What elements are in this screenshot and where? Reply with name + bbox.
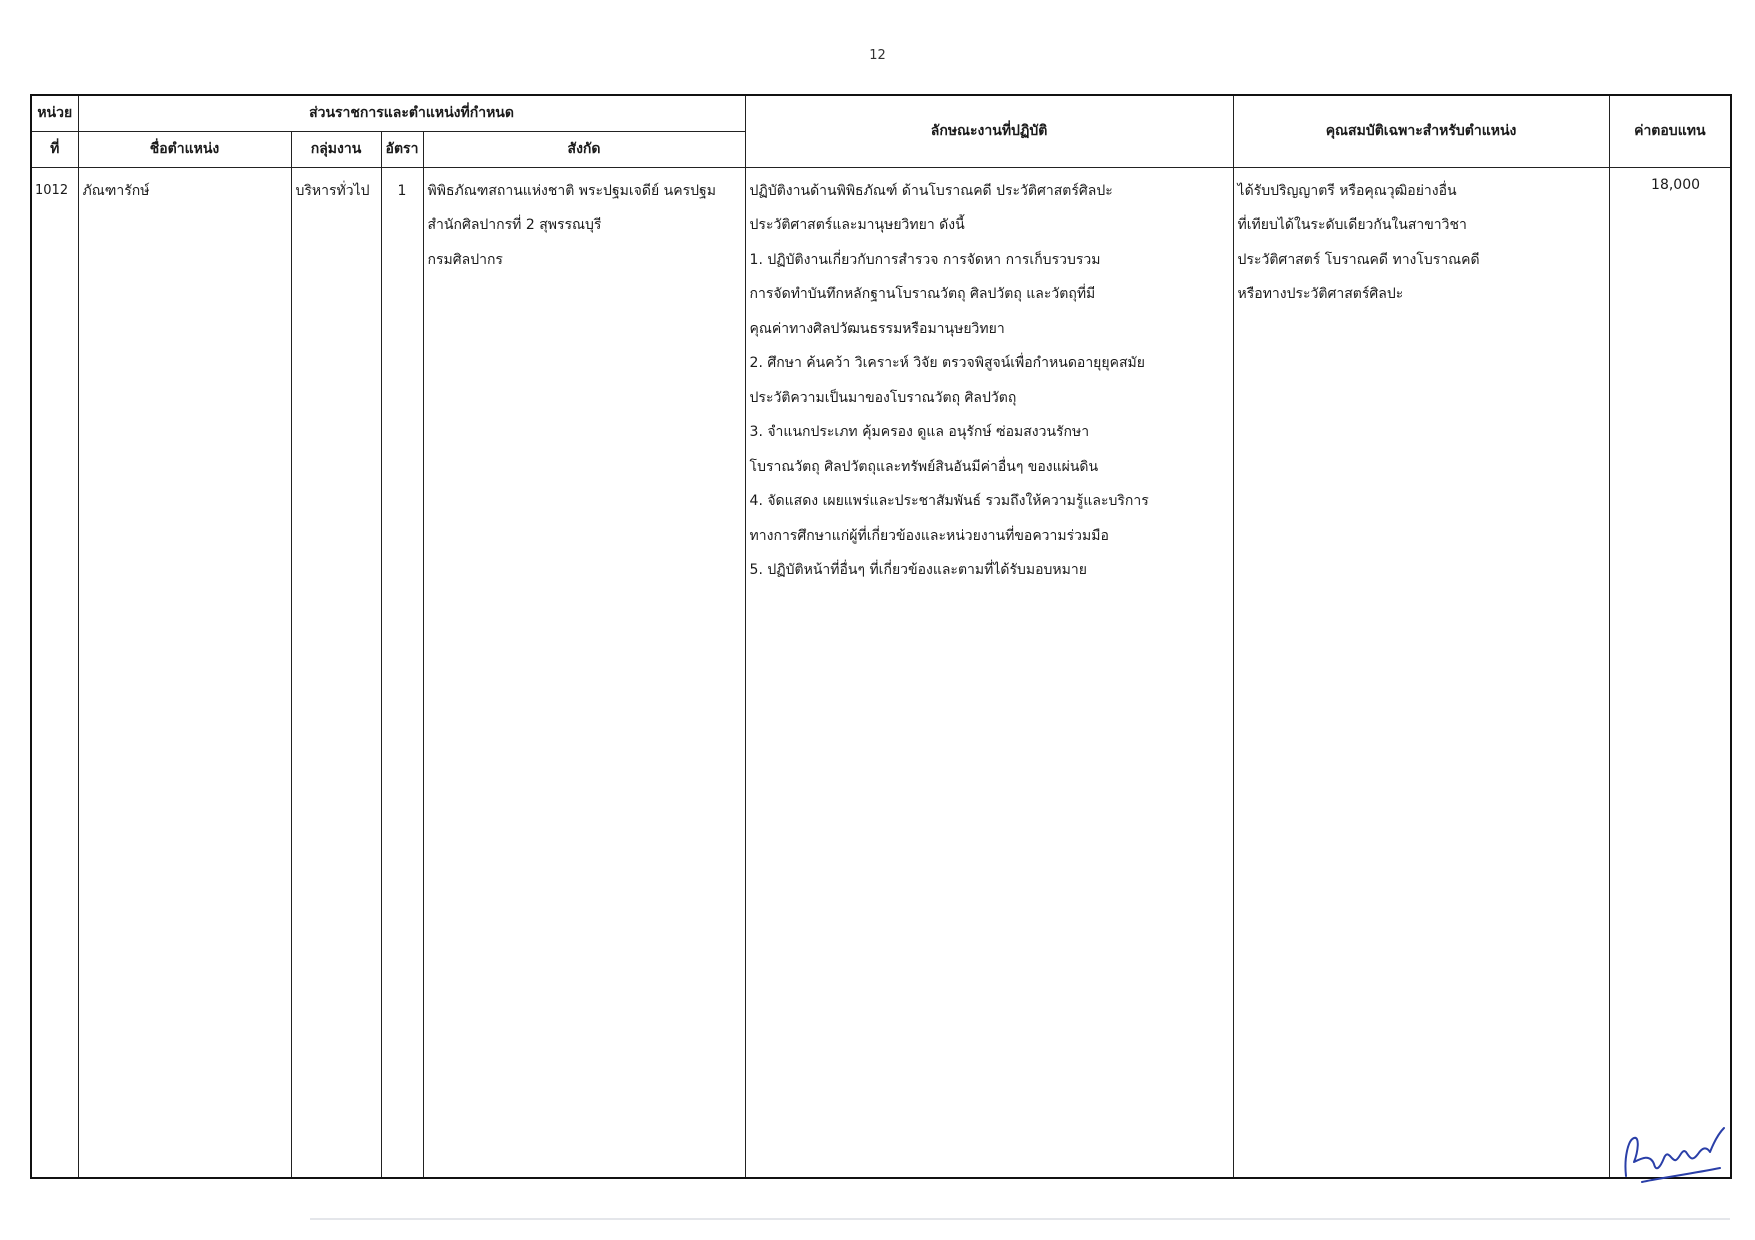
duty-line: ประวัติศาสตร์และมานุษยวิทยา ดังนี้ [749, 217, 965, 233]
scan-artifact-line [310, 1218, 1730, 1220]
cell-unit-no [31, 167, 78, 1178]
header-unit-no-line1: หน่วย [37, 104, 73, 121]
duties-lines [746, 168, 1233, 588]
header-compensation: ค่าตอบแทน [1609, 95, 1731, 167]
duty-line: 4. จัดแสดง เผยแพร่และประชาสัมพันธ์ รวมถึงให้ความรู้และบริการ [749, 493, 1149, 509]
cell-rate [381, 167, 423, 1178]
table-row [31, 167, 1731, 1178]
duty-line: 2. ศึกษา ค้นคว้า วิเคราะห์ วิจัย ตรวจพิสูจน์เพื่อกำหนดอายุยุคสมัย [749, 355, 1145, 371]
position-name: ภัณฑารักษ์ [82, 182, 150, 199]
duty-line: ประวัติความเป็นมาของโบราณวัตถุ ศิลปวัตถุ [749, 389, 1017, 406]
affiliation-line: พิพิธภัณฑสถานแห่งชาติ พระปฐมเจดีย์ นครปฐม [427, 182, 716, 199]
duty-line: 1. ปฏิบัติงานเกี่ยวกับการสำรวจ การจัดหา การเก็บรวบรวม [749, 251, 1101, 268]
page-number: 12 [869, 48, 886, 63]
duty-line: ปฏิบัติงานด้านพิพิธภัณฑ์ ด้านโบราณคดี ประวัติศาสตร์ศิลปะ [749, 182, 1113, 199]
duty-line: 5. ปฏิบัติหน้าที่อื่นๆ ที่เกี่ยวข้องและตามที่ได้รับมอบหมาย [749, 562, 1087, 578]
header-duties: ลักษณะงานที่ปฏิบัติ [745, 95, 1233, 167]
qualification-line: ที่เทียบได้ในระดับเดียวกันในสาขาวิชา [1237, 217, 1467, 233]
position-table-wrapper [30, 94, 1732, 1179]
affiliation-lines [424, 168, 745, 278]
position-table [30, 94, 1732, 1179]
cell-position-name [78, 167, 291, 1178]
header-work-group: กลุ่มงาน [291, 131, 381, 167]
compensation: 18,000 [1651, 176, 1701, 193]
duty-line: 3. จำแนกประเภท คุ้มครอง ดูแล อนุรักษ์ ซ่อมสงวนรักษา [749, 424, 1090, 440]
cell-compensation [1609, 167, 1731, 1178]
qualification-lines [1234, 168, 1609, 312]
header-rate: อัตรา [381, 131, 423, 167]
header-unit-no [31, 95, 78, 131]
affiliation-line: กรมศิลปากร [427, 251, 503, 268]
header-unit-no-line2: ที่ [31, 131, 78, 167]
handwritten-signature [1620, 1118, 1730, 1190]
qualification-line: ได้รับปริญญาตรี หรือคุณวุฒิอย่างอื่น [1237, 182, 1457, 199]
header-group-title: ส่วนราชการและตำแหน่งที่กำหนด [78, 95, 745, 131]
duty-line: คุณค่าทางศิลปวัฒนธรรมหรือมานุษยวิทยา [749, 320, 1005, 337]
qualification-line: หรือทางประวัติศาสตร์ศิลปะ [1237, 286, 1404, 302]
cell-qualifications [1233, 167, 1609, 1178]
affiliation-line: สำนักศิลปากรที่ 2 สุพรรณบุรี [427, 217, 602, 233]
rate: 1 [397, 182, 407, 199]
qualification-line: ประวัติศาสตร์ โบราณคดี ทางโบราณคดี [1237, 251, 1480, 268]
cell-affiliation [423, 167, 745, 1178]
duty-line: การจัดทำบันทึกหลักฐานโบราณวัตถุ ศิลปวัตถุ และวัตถุที่มี [749, 286, 1096, 302]
cell-duties [745, 167, 1233, 1178]
duty-line: โบราณวัตถุ ศิลปวัตถุและทรัพย์สินอันมีค่าอื่นๆ ของแผ่นดิน [749, 458, 1099, 475]
work-group: บริหารทั่วไป [295, 182, 370, 199]
unit-no: 1012 [35, 182, 69, 198]
header-position-name: ชื่อตำแหน่ง [78, 131, 291, 167]
header-affiliation: สังกัด [423, 131, 745, 167]
cell-work-group [291, 167, 381, 1178]
duty-line: ทางการศึกษาแก่ผู้ที่เกี่ยวข้องและหน่วยงานที่ขอความร่วมมือ [749, 527, 1109, 544]
header-qualifications: คุณสมบัติเฉพาะสำหรับตำแหน่ง [1233, 95, 1609, 167]
